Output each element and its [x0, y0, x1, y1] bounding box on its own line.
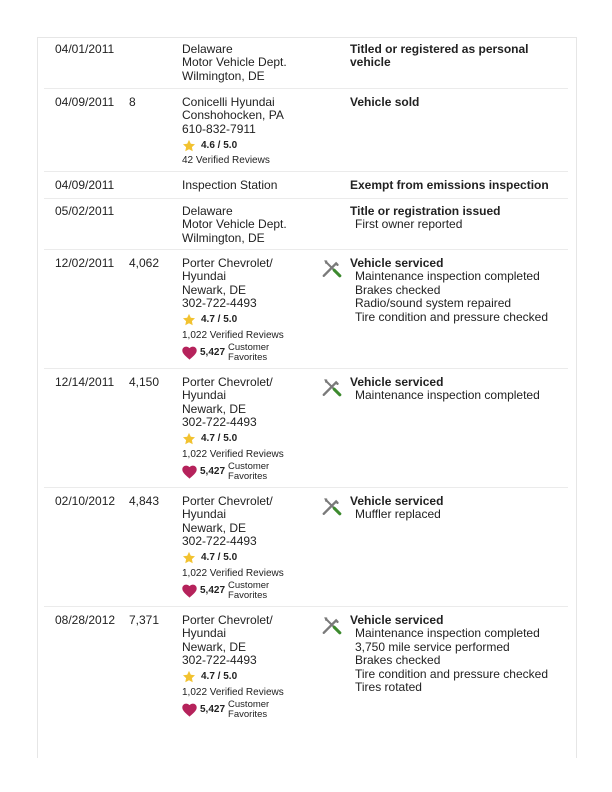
record-details: Vehicle serviced Muffler replaced: [350, 494, 444, 522]
star-icon: [182, 139, 196, 153]
record-source: Delaware Motor Vehicle Dept. Wilmington, DE: [182, 204, 287, 245]
verified-reviews-link[interactable]: 1,022 Verified Reviews: [182, 329, 284, 341]
history-row: [44, 37, 568, 89]
record-details: Vehicle serviced Maintenance inspection completed: [350, 375, 540, 403]
verified-reviews-link[interactable]: 1,022 Verified Reviews: [182, 686, 284, 698]
record-date: 05/02/2011: [55, 204, 115, 218]
record-details: Exempt from emissions inspection: [350, 178, 549, 192]
record-source: Porter Chevrolet/ Hyundai Newark, DE 302-722-4493 4.7 / 5.0 1,022 Verified Reviews 5,427 Customer Favorites: [182, 257, 312, 364]
star-icon: [182, 432, 196, 446]
service-tools-icon: [321, 257, 343, 279]
record-date: 04/09/2011: [55, 178, 115, 192]
star-icon: [182, 670, 196, 684]
record-date: 08/28/2012: [55, 613, 116, 627]
record-source: Porter Chevrolet/ Hyundai Newark, DE 302-722-4493 4.7 / 5.0 1,022 Verified Reviews 5,427 Customer Favorites: [182, 376, 312, 483]
customer-favorites: 5,427 Customer Favorites: [182, 462, 312, 483]
record-source: Inspection Station: [182, 178, 278, 192]
record-date: 04/09/2011: [55, 95, 115, 109]
record-date: 04/01/2011: [55, 42, 115, 56]
history-row: [44, 199, 568, 250]
customer-favorites: 5,427 Customer Favorites: [182, 343, 312, 364]
history-row: [44, 607, 568, 727]
heart-icon: [182, 703, 197, 717]
history-row: [44, 369, 568, 488]
history-row: [44, 89, 568, 172]
history-row: [44, 250, 568, 369]
dealer-rating: 4.7 / 5.0: [182, 669, 312, 686]
record-details: Vehicle sold: [350, 95, 420, 109]
history-row: [44, 488, 568, 607]
record-details: Title or registration issued First owner reported: [350, 204, 501, 232]
history-row: [44, 172, 568, 199]
heart-icon: [182, 465, 197, 479]
verified-reviews-link[interactable]: 1,022 Verified Reviews: [182, 567, 284, 579]
record-date: 02/10/2012: [55, 494, 116, 508]
service-tools-icon: [321, 614, 343, 636]
dealer-rating: 4.7 / 5.0: [182, 550, 312, 567]
star-icon: [182, 313, 196, 327]
heart-icon: [182, 346, 197, 360]
record-mileage: 4,062: [129, 256, 160, 270]
record-source: Porter Chevrolet/ Hyundai Newark, DE 302-722-4493 4.7 / 5.0 1,022 Verified Reviews 5,427 Customer Favorites: [182, 495, 312, 602]
dealer-rating: 4.7 / 5.0: [182, 431, 312, 448]
verified-reviews-link[interactable]: 42 Verified Reviews: [182, 155, 270, 167]
service-tools-icon: [321, 376, 343, 398]
record-details: Titled or registered as personal vehicle: [350, 42, 529, 70]
record-source: Porter Chevrolet/ Hyundai Newark, DE 302-722-4493 4.7 / 5.0 1,022 Verified Reviews 5,427 Customer Favorites: [182, 614, 312, 721]
customer-favorites: 5,427 Customer Favorites: [182, 581, 312, 602]
dealer-rating: 4.7 / 5.0: [182, 312, 312, 329]
verified-reviews-link[interactable]: 1,022 Verified Reviews: [182, 448, 284, 460]
record-date: 12/02/2011: [55, 256, 115, 270]
record-source: Conicelli Hyundai Conshohocken, PA 610-832-7911 4.6 / 5.0 42 Verified Reviews: [182, 96, 312, 167]
record-mileage: 7,371: [129, 613, 160, 627]
service-tools-icon: [321, 495, 343, 517]
heart-icon: [182, 584, 197, 598]
dealer-rating: 4.6 / 5.0: [182, 137, 312, 154]
record-details: Vehicle serviced Maintenance inspection completed 3,750 mile service performed Brakes checked Tire condition and pressure checked Tires rotated: [350, 613, 548, 695]
record-date: 12/14/2011: [55, 375, 115, 389]
record-mileage: 4,843: [129, 494, 160, 508]
record-mileage: 8: [129, 95, 136, 109]
record-mileage: 4,150: [129, 375, 160, 389]
record-source: Delaware Motor Vehicle Dept. Wilmington, DE: [182, 42, 287, 83]
customer-favorites: 5,427 Customer Favorites: [182, 700, 312, 721]
star-icon: [182, 551, 196, 565]
record-details: Vehicle serviced Maintenance inspection completed Brakes checked Radio/sound system repaired Tire condition and pressure checked: [350, 256, 548, 324]
